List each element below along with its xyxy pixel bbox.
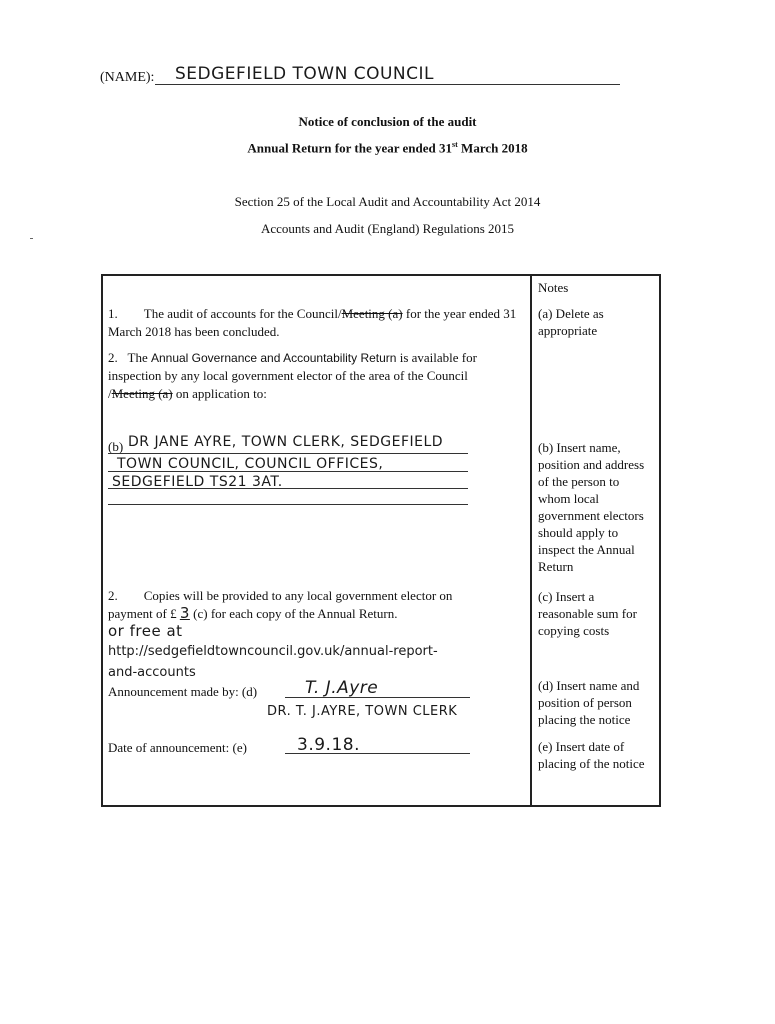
scan-mark xyxy=(30,238,33,239)
struck-meeting-2: Meeting (a) xyxy=(111,386,173,401)
note-e: (e) Insert date of placing of the notice xyxy=(538,739,645,771)
applicant-line-2: TOWN COUNCIL, COUNCIL OFFICES, xyxy=(117,456,384,472)
date-underline xyxy=(285,753,470,754)
statute-line-2: Accounts and Audit (England) Regulations 2015 xyxy=(260,221,515,236)
signature: T. J.Ayre xyxy=(305,678,379,698)
note-b: (b) Insert name, position and address of the person to whom local government electors should apply to inspect the Annual Return xyxy=(538,440,645,574)
statute-line-1: Section 25 of the Local Audit and Accountability Act 2014 xyxy=(234,194,541,209)
copy-fee: 3 xyxy=(179,604,190,622)
copies-line-1: 2. Copies will be provided to any local government elector on xyxy=(108,588,453,603)
notes-heading: Notes xyxy=(538,280,569,295)
applicant-line-3: SEDGEFIELD TS21 3AT. xyxy=(112,474,283,490)
free-note: or free at xyxy=(108,622,183,640)
announcement-label: Announcement made by: (d) xyxy=(108,684,258,699)
signature-underline xyxy=(285,697,470,698)
applicant-underline-2 xyxy=(108,471,468,472)
applicant-underline-3 xyxy=(108,488,468,489)
applicant-prefix: (b) xyxy=(108,439,124,454)
announcer-name: DR. T. J.AYRE, TOWN CLERK xyxy=(267,704,458,719)
note-c: (c) Insert a reasonable sum for copying costs xyxy=(538,589,637,638)
name-label: (NAME): xyxy=(100,70,155,85)
copies-line-2: payment of £ 3 (c) for each copy of the Annual Return. xyxy=(108,604,398,622)
date-value: 3.9.18. xyxy=(297,735,360,755)
url-line-2: and-accounts xyxy=(108,665,196,680)
name-underline xyxy=(155,84,620,85)
section-1-text: 1. The audit of accounts for the Council/Meeting (a) for the year ended 31 March 2018 has been concluded. xyxy=(108,306,517,339)
applicant-underline-4 xyxy=(108,504,468,505)
notes-divider xyxy=(530,274,532,807)
note-d: (d) Insert name and position of person placing the notice xyxy=(538,678,640,727)
section-2-text: 2. The Annual Governance and Accountability Return is available for inspection by any local government elector of the area of the Council /Meeting (a) on application to: xyxy=(108,350,477,401)
date-label: Date of announcement: (e) xyxy=(108,740,247,755)
annual-return-title: Annual Return for the year ended 31st March 2018 xyxy=(247,140,528,156)
struck-meeting-1: Meeting (a) xyxy=(341,306,403,321)
url-line-1: http://sedgefieldtowncouncil.gov.uk/annual-report- xyxy=(108,644,438,659)
applicant-line-1: DR JANE AYRE, TOWN CLERK, SEDGEFIELD xyxy=(128,434,444,450)
applicant-underline-1 xyxy=(108,453,468,454)
council-name: SEDGEFIELD TOWN COUNCIL xyxy=(175,64,434,84)
note-a: (a) Delete as appropriate xyxy=(538,306,604,338)
notice-title: Notice of conclusion of the audit xyxy=(298,114,477,129)
